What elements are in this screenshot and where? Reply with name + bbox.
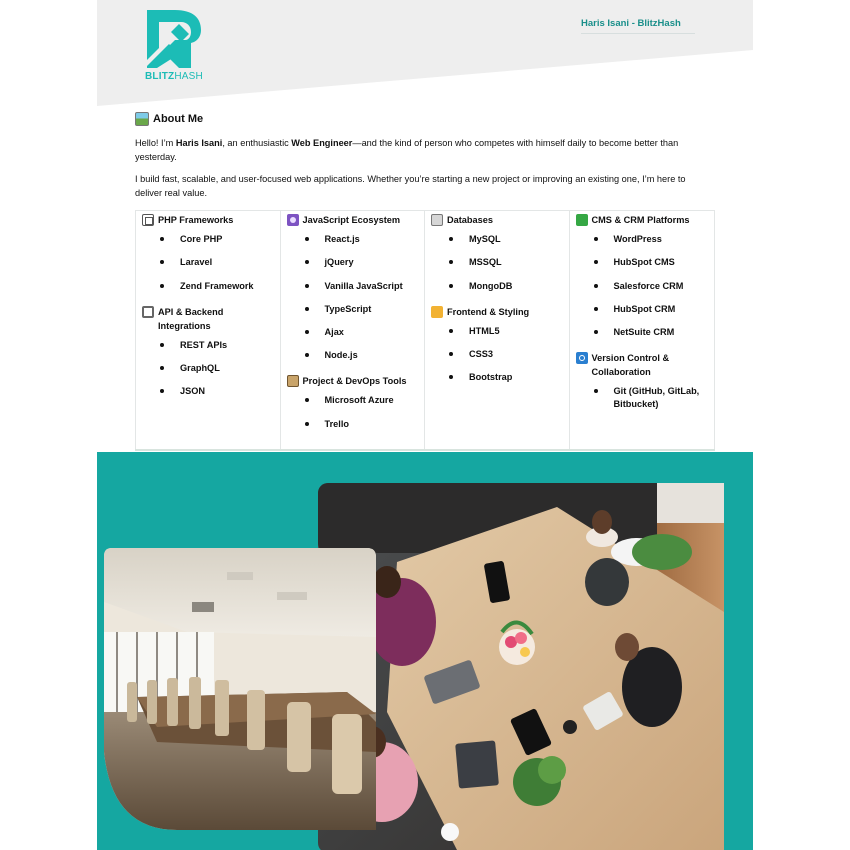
about-paragraph-value: I build fast, scalable, and user-focused web applications. Whether you’re starting a new project or improving an existing one, I’m here to deliver real value.: [135, 174, 686, 198]
skill-item: jQuery: [303, 256, 420, 269]
skill-category-title: [576, 351, 710, 379]
skill-item: Salesforce CRM: [592, 280, 710, 293]
logo-text-light: HASH: [174, 71, 203, 82]
document-page: [97, 0, 753, 850]
skill-item: HTML5: [447, 325, 564, 338]
skills-table: [135, 210, 715, 451]
author-role: Web Engineer: [291, 138, 353, 148]
sync-icon: [576, 352, 588, 364]
skill-item: HubSpot CRM: [592, 303, 710, 316]
skill-item: REST APIs: [158, 339, 275, 352]
skill-list: [303, 394, 420, 430]
skill-item: Bootstrap: [447, 371, 564, 384]
skill-item: MySQL: [447, 233, 564, 246]
skill-list: [592, 233, 710, 339]
skill-category-label: API & Backend Integrations: [158, 306, 224, 331]
skills-column: [281, 211, 426, 450]
skill-list: [447, 233, 564, 293]
skill-item: HubSpot CMS: [592, 256, 710, 269]
photo-collage: [97, 452, 753, 850]
link-icon: [142, 306, 154, 318]
skill-category-label: PHP Frameworks: [158, 215, 234, 225]
about-section: [135, 112, 715, 208]
skill-category-label: Databases: [447, 215, 493, 225]
intro-text-3: —and the kind of person who competes with himself daily to become better than yesterday.: [135, 138, 679, 162]
logo-wordmark: [145, 71, 209, 82]
office-team-photo: [318, 483, 724, 850]
author-name: Haris Isani: [175, 138, 223, 148]
skill-item: Git (GitHub, GitLab, Bitbucket): [592, 385, 710, 411]
intro-text-1: Hello! I’m: [135, 138, 176, 148]
skill-category-title: [142, 305, 275, 333]
conference-room-photo: [104, 548, 376, 830]
skill-category-label: CMS & CRM Platforms: [591, 215, 690, 225]
about-heading-text: About Me: [153, 113, 204, 125]
skill-item: MSSQL: [447, 256, 564, 269]
skill-item: Vanilla JavaScript: [303, 280, 420, 293]
palette-icon: [431, 306, 443, 318]
skill-category-label: JavaScript Ecosystem: [302, 215, 401, 225]
landscape-picture-icon: [135, 112, 149, 126]
skill-item: Core PHP: [158, 233, 275, 246]
skills-column: [425, 211, 570, 450]
toolbox-icon: [287, 375, 299, 387]
skill-item: Ajax: [303, 326, 420, 339]
intro-text-2: , an enthusiastic: [222, 138, 292, 148]
skill-item: NetSuite CRM: [592, 326, 710, 339]
skill-category-label: Version Control & Collaboration: [591, 353, 670, 378]
skill-category-label: Project & DevOps Tools: [302, 376, 407, 387]
logo-text-bold: BLITZ: [145, 71, 175, 82]
skill-category-title: [142, 213, 275, 227]
skill-item: Zend Framework: [158, 280, 275, 293]
skills-column: [570, 211, 715, 450]
skill-list: [158, 339, 275, 399]
skill-item: Node.js: [303, 349, 420, 362]
document-title: Haris Isani - BlitzHash: [581, 18, 695, 34]
skill-item: Laravel: [158, 256, 275, 269]
skill-item: MongoDB: [447, 280, 564, 293]
skill-item: JSON: [158, 385, 275, 398]
skill-category-title: [431, 305, 564, 319]
office-building-icon: [142, 214, 154, 226]
skill-item: TypeScript: [303, 303, 420, 316]
skill-item: CSS3: [447, 348, 564, 361]
skill-category-title: [287, 374, 420, 388]
skills-column: [136, 211, 281, 450]
skill-category-title: [576, 213, 710, 227]
skill-category-title: [287, 213, 420, 227]
skill-category-label: Frontend & Styling: [447, 306, 530, 317]
about-paragraph-intro: [135, 136, 715, 164]
database-icon: [431, 214, 443, 226]
puzzle-icon: [576, 214, 588, 226]
skill-item: Microsoft Azure: [303, 394, 420, 407]
skill-item: WordPress: [592, 233, 710, 246]
skill-list: [592, 385, 710, 411]
skill-list: [158, 233, 275, 293]
about-heading: [135, 112, 715, 126]
skill-category-title: [431, 213, 564, 227]
skill-item: React.js: [303, 233, 420, 246]
skill-item: GraphQL: [158, 362, 275, 375]
skill-list: [447, 325, 564, 385]
skill-list: [303, 233, 420, 362]
skill-item: Trello: [303, 418, 420, 431]
atom-icon: [287, 214, 299, 226]
